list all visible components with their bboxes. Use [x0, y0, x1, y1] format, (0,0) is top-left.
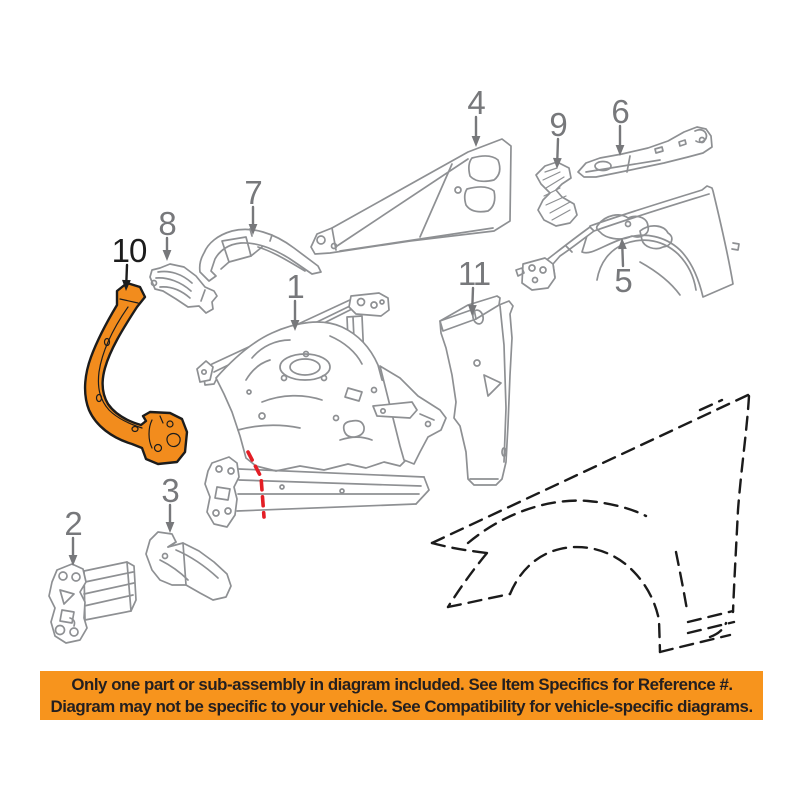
part-1-drawing — [197, 293, 446, 527]
callout-label-10: 10 — [111, 232, 147, 269]
callout-label-2: 2 — [64, 505, 82, 542]
part-11-drawing — [440, 296, 513, 485]
callout-label-6: 6 — [611, 93, 629, 130]
disclaimer-line-2: Diagram may not be specific to your vehicle. See Compatibility for vehicle-specific diagrams. — [50, 696, 753, 716]
callout-label-5: 5 — [614, 262, 632, 299]
part-2-drawing — [49, 562, 136, 643]
part-4-drawing — [311, 139, 511, 254]
callout-label-11: 11 — [457, 255, 491, 292]
part-3-drawing — [146, 532, 231, 600]
callout-label-7: 7 — [244, 174, 262, 211]
disclaimer-banner — [40, 671, 763, 720]
callout-label-3: 3 — [161, 472, 179, 509]
callout-label-8: 8 — [158, 205, 176, 242]
disclaimer-line-1: Only one part or sub-assembly in diagram included. See Item Specifics for Reference #. — [70, 674, 733, 694]
part-6-drawing — [578, 127, 712, 177]
part-10-highlighted-drawing — [85, 283, 187, 464]
callout-label-1: 1 — [286, 268, 304, 305]
callout-label-9: 9 — [549, 106, 567, 143]
part-9-drawing — [536, 162, 577, 226]
callout-label-4: 4 — [467, 84, 485, 121]
